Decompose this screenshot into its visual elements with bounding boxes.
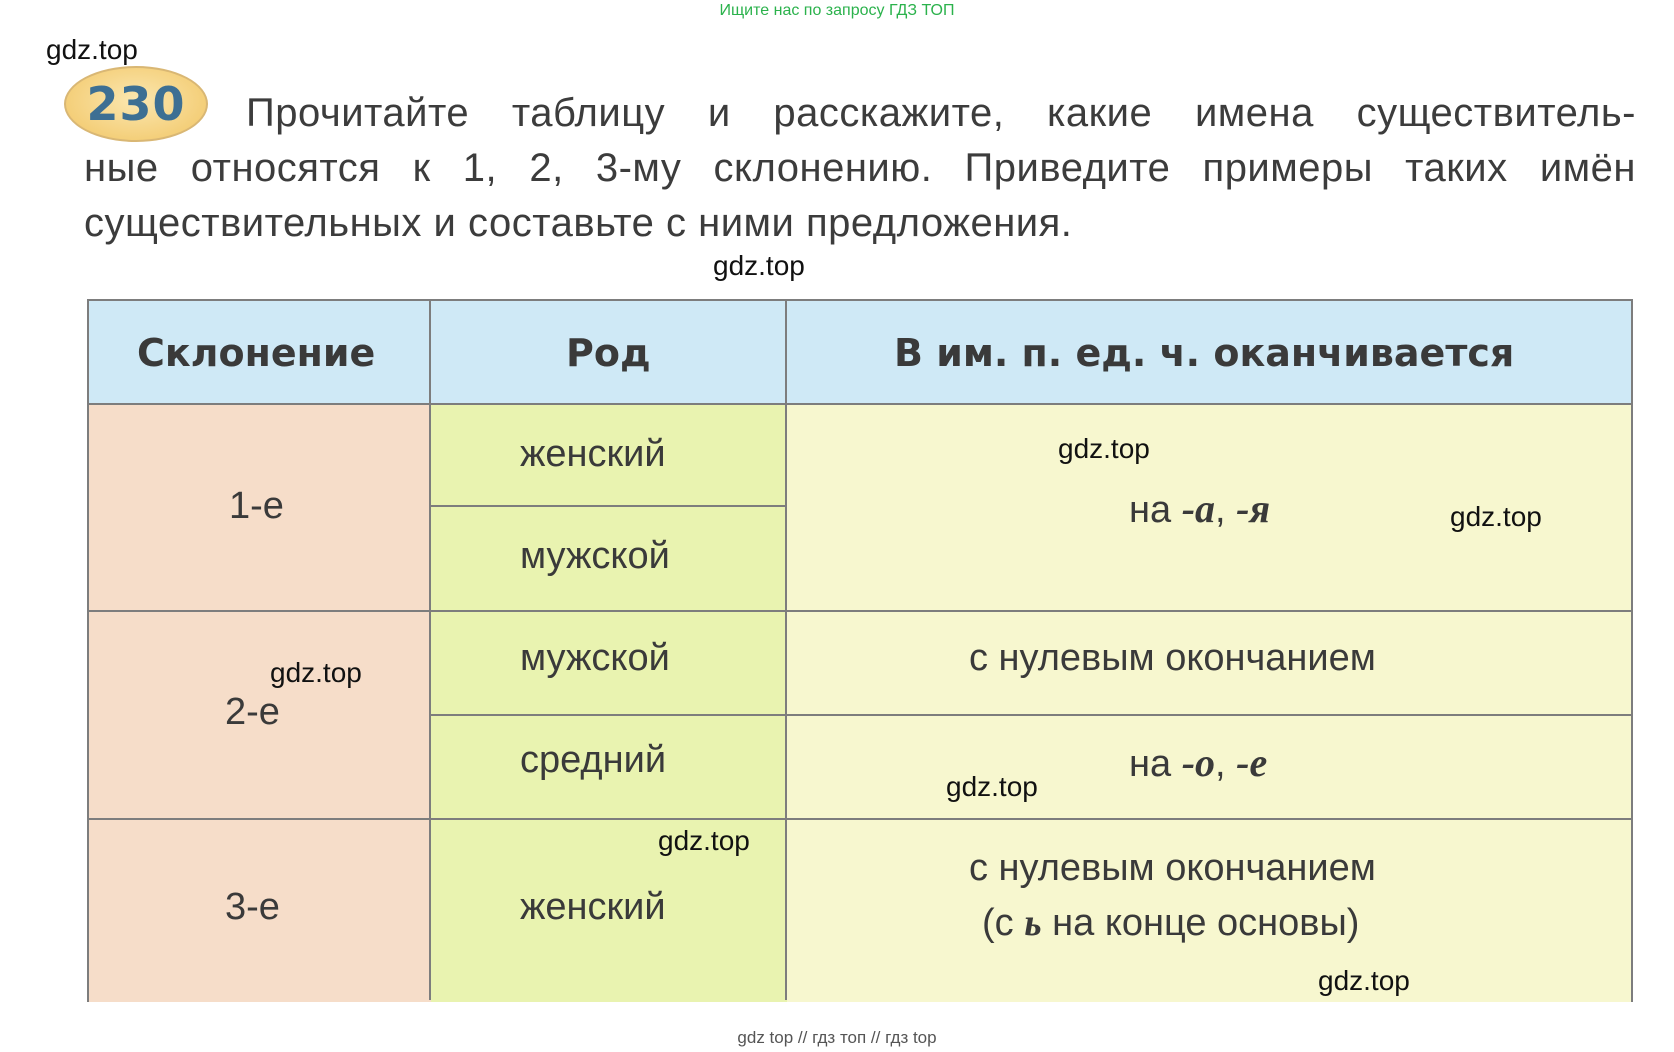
task-number: 230 <box>86 77 186 131</box>
watermark: gdz.top <box>1450 501 1542 532</box>
gender-masculine: мужской <box>520 637 670 679</box>
watermark: gdz.top <box>946 771 1038 802</box>
ending-ya: -я <box>1236 486 1271 531</box>
search-banner: Ищите нас по запросу ГДЗ ТОП <box>719 2 955 19</box>
footer-watermark: gdz top // гдз топ // гдз top <box>737 1028 937 1047</box>
declension-table <box>87 299 1633 1002</box>
row-divider <box>89 818 1631 820</box>
task-line-1: Прочитайте таблицу и расскажите, какие имена существитель- <box>246 91 1636 135</box>
watermark: gdz.top <box>658 825 750 856</box>
note-open: (с <box>982 902 1025 944</box>
ending-a: -а <box>1181 486 1216 531</box>
ending-a-ya <box>1129 485 1270 532</box>
note-rest: на конце основы) <box>1041 902 1360 944</box>
row-divider <box>431 505 787 507</box>
declension-third: 3-е <box>225 886 280 928</box>
header-gender: Род <box>566 331 651 375</box>
ending-soft-sign-note <box>982 901 1359 945</box>
ending-o: -о <box>1181 740 1216 785</box>
row-divider <box>89 403 1631 405</box>
row-divider <box>89 610 1631 612</box>
ending-separator: , <box>1215 743 1237 785</box>
declension-second: 2-е <box>225 691 280 733</box>
ending-prefix: на <box>1129 489 1182 531</box>
watermark: gdz.top <box>1058 433 1150 464</box>
soft-sign: ь <box>1024 902 1042 944</box>
task-instructions <box>84 86 1636 251</box>
declension-first: 1-е <box>229 485 284 527</box>
ending-zero: с нулевым окончанием <box>969 637 1376 679</box>
header-declension: Склонение <box>137 331 376 375</box>
watermark: gdz.top <box>46 34 138 65</box>
gender-feminine: женский <box>520 433 666 475</box>
gender-neuter: средний <box>520 739 667 781</box>
watermark: gdz.top <box>270 657 362 688</box>
task-line-3: существительных и составьте с ними предложения. <box>84 201 1073 245</box>
column-divider <box>785 301 787 1000</box>
watermark: gdz.top <box>713 250 805 281</box>
ending-separator: , <box>1215 489 1237 531</box>
ending-o-e <box>1129 739 1267 786</box>
task-line-2: ные относятся к 1, 2, 3-му склонению. Приведите примеры таких имён <box>84 146 1636 190</box>
ending-zero: с нулевым окончанием <box>969 847 1376 889</box>
gender-masculine: мужской <box>520 535 670 577</box>
ending-e: -е <box>1236 740 1268 785</box>
ending-prefix: на <box>1129 743 1182 785</box>
header-ending: В им. п. ед. ч. оканчивается <box>894 331 1515 375</box>
gender-feminine: женский <box>520 886 666 928</box>
watermark: gdz.top <box>1318 965 1410 996</box>
row-divider <box>431 714 1631 716</box>
column-divider <box>429 301 431 1000</box>
